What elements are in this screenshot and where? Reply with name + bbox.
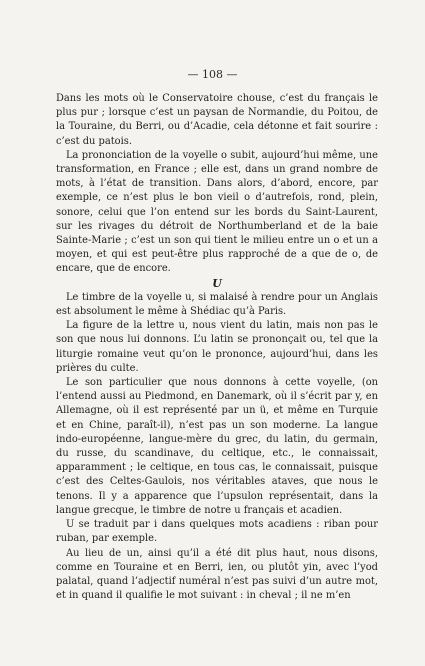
- page-number: — 108 —: [187, 68, 238, 81]
- paragraph: U se traduit par i dans quelques mots acadiens : riban pour ruban, par exemple.: [56, 519, 378, 545]
- paragraph: Au lieu de un, ainsi qu’il a été dit plus haut, nous disons, comme en Touraine et en Berri, ien, ou plutôt yin, avec l’yod palatal, quand l’adjectif numéral n’est pas suivi d’un autre mot, et in quand il qualifie le mot suivant : in cheval ; il ne m’en: [56, 547, 378, 602]
- paragraph: Le son particulier que nous donnons à cette voyelle, (on l’entend aussi au Piedmond, en Danemark, où il s’écrit par y, en Allemagne, où il est représenté par un ü, et même en Turquie et en Chine, paraît-il), n’est pas un son moderne. La langue indo-européenne, langue-mère du grec, du latin, du germain, du russe, du scandinave, du celtique, etc., le connaissait, apparamment ; le celtique, en tous cas, le connaissait, puisque c’est des Celtes-Gaulois, nos véritables ataves, que nous le tenons. Il y a apparence que l’upsulon représentait, dans la langue grecque, le timbre de notre u français et acadien.: [56, 377, 378, 516]
- section-heading: U: [212, 276, 222, 290]
- body-text: [56, 92, 378, 603]
- paragraph: Dans les mots où le Conservatoire chouse, c’est du français le plus pur ; lorsque c’est un paysan de Normandie, du Poitou, de la Touraine, du Berri, ou d’Acadie, cela détonne et fait sourire : c’est du patois.: [56, 93, 378, 147]
- paragraph: La figure de la lettre u, nous vient du latin, mais non pas le son que nous lui donnons. L’u latin se prononçait ou, tel que la liturgie romaine veut qu’on le prononce, aujourd’hui, dans les prières du culte.: [56, 320, 378, 374]
- paragraph: Le timbre de la voyelle u, si malaisé à rendre pour un Anglais est absolument le même à Shédiac qu’à Paris.: [56, 291, 378, 318]
- paragraph: La prononciation de la voyelle o subit, aujourd’hui même, une transformation, en France ; elle est, dans un grand nombre de mots, à l’état de transition. Dans alors, d’abord, encore, par exemple, ce n’est plus le bon vieil o d’autrefois, rond, plein, sonore, celui que l’on entend sur les bords du Saint-Laurent, sur les rivages du détroit de Northumberland et de la baie Sainte-Marie ; c’est un son qui tient le milieu entre un o et un a moyen, et qui est peut-être plus rapproché de a que de o, de encare, que de encore.: [56, 149, 378, 275]
